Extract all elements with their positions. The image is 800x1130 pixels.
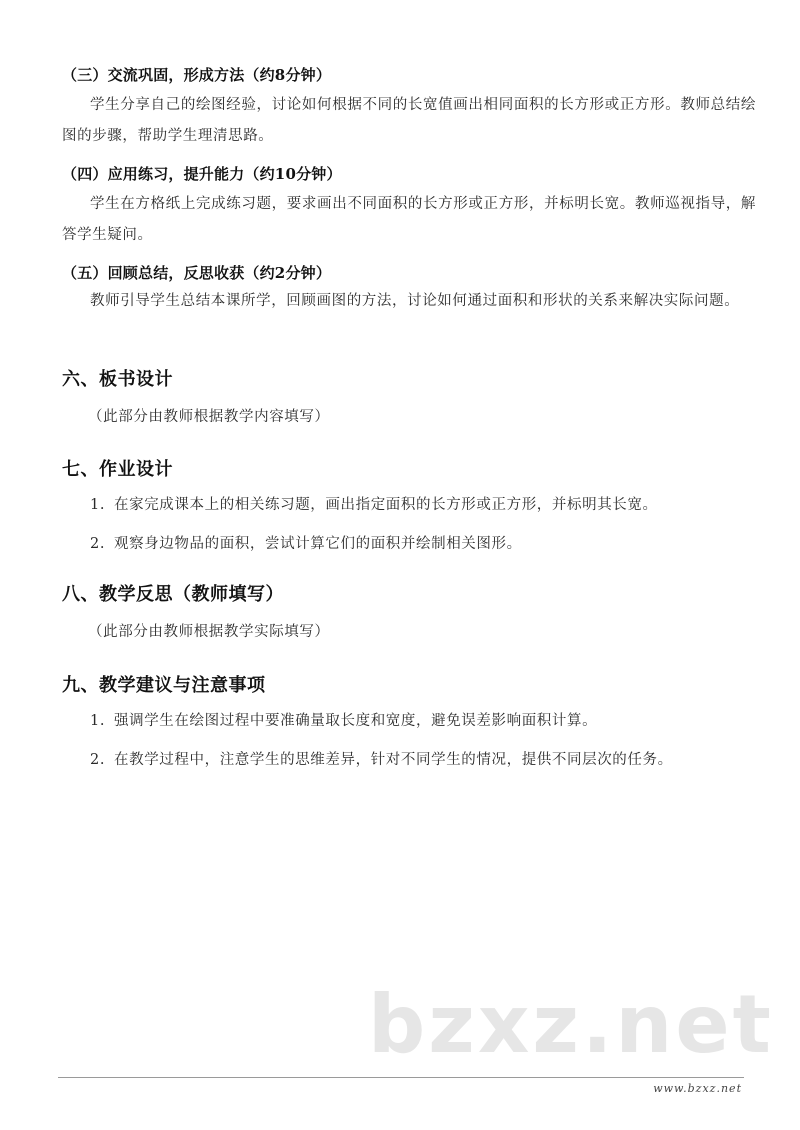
section-4-body: 学生在方格纸上完成练习题，要求画出不同面积的长方形或正方形，并标明长宽。教师巡视指导，解答学生疑问。 — [62, 196, 756, 243]
list-item-number: 2. — [90, 752, 106, 768]
list-item — [90, 709, 597, 730]
heading-8-note: （此部分由教师根据教学实际填写） — [88, 624, 330, 640]
footer-divider — [58, 1077, 744, 1078]
list-item-number: 1. — [90, 497, 106, 513]
list-item-number: 2. — [90, 536, 106, 552]
heading-9: 九、教学建议与注意事项 — [62, 675, 266, 696]
list-item-text: 强调学生在绘图过程中要准确量取长度和宽度，避免误差影响面积计算。 — [114, 713, 598, 729]
watermark: bzxz.net — [368, 978, 774, 1071]
list-item-text: 观察身边物品的面积，尝试计算它们的面积并绘制相关图形。 — [114, 536, 522, 552]
section-5-body: 教师引导学生总结本课所学，回顾画图的方法，讨论如何通过面积和形状的关系来解决实际问题。 — [90, 293, 740, 309]
section-5-title: （五）回顾总结，反思收获（约2分钟） — [62, 264, 332, 282]
heading-8: 八、教学反思（教师填写） — [62, 584, 284, 605]
section-3-body: 学生分享自己的绘图经验，讨论如何根据不同的长宽值画出相同面积的长方形或正方形。教师总结绘图的步骤，帮助学生理清思路。 — [62, 97, 756, 144]
list-item-text: 在教学过程中，注意学生的思维差异，针对不同学生的情况，提供不同层次的任务。 — [114, 752, 673, 768]
list-item-text: 在家完成课本上的相关练习题，画出指定面积的长方形或正方形，并标明其长宽。 — [114, 497, 658, 513]
list-item-number: 1. — [90, 713, 106, 729]
heading-7: 七、作业设计 — [62, 459, 173, 480]
heading-6: 六、板书设计 — [62, 369, 173, 390]
footer-url: www.bzxz.net — [653, 1082, 742, 1095]
section-4-title: （四）应用练习，提升能力（约10分钟） — [62, 165, 342, 183]
list-item — [90, 532, 522, 553]
heading-6-note: （此部分由教师根据教学内容填写） — [88, 409, 330, 425]
list-item — [90, 493, 658, 514]
section-3-title: （三）交流巩固，形成方法（约8分钟） — [62, 66, 332, 84]
list-item — [90, 748, 673, 769]
